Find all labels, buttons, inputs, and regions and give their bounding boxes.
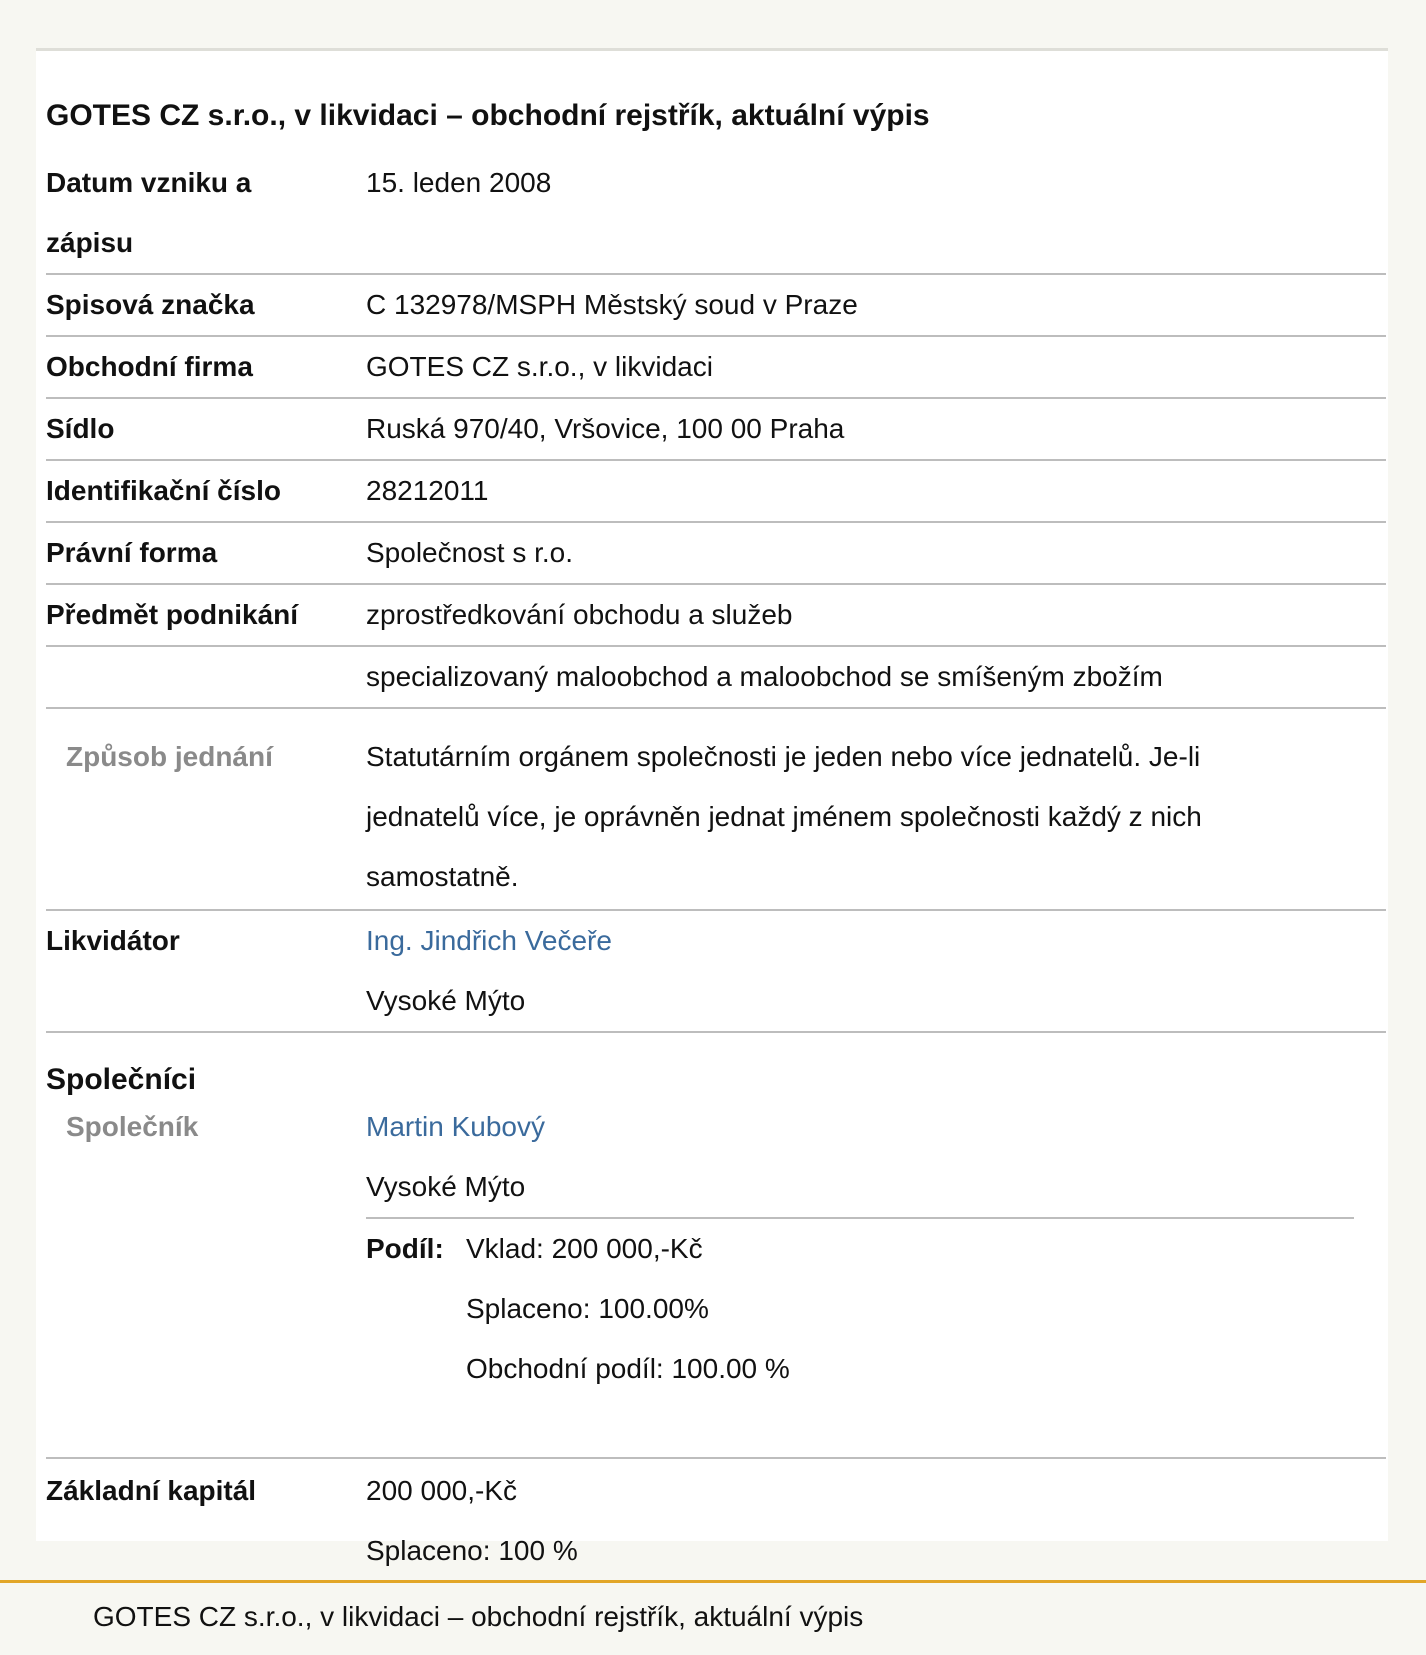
page-title: GOTES CZ s.r.o., v likvidaci – obchodní rejstřík, aktuální výpis: [46, 99, 930, 132]
podil-values: [466, 1219, 790, 1399]
row-datum-vzniku: [46, 153, 1386, 275]
footer-text: GOTES CZ s.r.o., v likvidaci – obchodní rejstřík, aktuální výpis: [93, 1601, 864, 1632]
value-zakladni-kapital: [366, 1461, 1366, 1581]
podil-label: Podíl:: [366, 1233, 444, 1264]
value-spolecnik: [366, 1097, 1366, 1217]
value-datum-vzniku: 15. leden 2008: [366, 167, 552, 198]
label-obchodni-firma: Obchodní firma: [46, 351, 253, 382]
value-predmet-podnikani-1: zprostředkování obchodu a služeb: [366, 599, 793, 630]
row-obchodni-firma: [46, 337, 1386, 399]
value-predmet-podnikani-2: specializovaný maloobchod a maloobchod se smíšeným zbožím: [366, 661, 1163, 692]
podil-line: Vklad: 200 000,-Kč: [466, 1233, 703, 1264]
value-zpusob-jednani: [366, 727, 1366, 907]
value-spisova-znacka: C 132978/MSPH Městský soud v Praze: [366, 289, 858, 320]
zpusob-line: jednatelů více, je oprávněn jednat jménem společnosti každý z nich: [366, 801, 1202, 832]
label-pravni-forma: Právní forma: [46, 537, 218, 568]
kapital-amount: 200 000,-Kč: [366, 1475, 517, 1506]
zpusob-line: samostatně.: [366, 861, 519, 892]
spolecnik-place: Vysoké Mýto: [366, 1171, 526, 1202]
label-predmet-podnikani: Předmět podnikání: [46, 599, 299, 630]
spolecnik-link[interactable]: Martin Kubový: [366, 1111, 545, 1142]
kapital-paid: Splaceno: 100 %: [366, 1535, 578, 1566]
likvidator-link[interactable]: Ing. Jindřich Večeře: [366, 925, 612, 956]
value-pravni-forma: Společnost s r.o.: [366, 537, 574, 568]
row-pravni-forma: [46, 523, 1386, 585]
label-zakladni-kapital: Základní kapitál: [46, 1475, 257, 1506]
section-spolecnici: Společníci: [46, 1063, 197, 1096]
value-likvidator: [366, 911, 1366, 1031]
podil-line: Splaceno: 100.00%: [466, 1293, 709, 1324]
label-identifikacni-cislo: Identifikační číslo: [46, 475, 281, 506]
likvidator-place: Vysoké Mýto: [366, 985, 526, 1016]
label-spisova-znacka: Spisová značka: [46, 289, 255, 320]
row-predmet-podnikani: [46, 585, 1386, 647]
podil-line: Obchodní podíl: 100.00 %: [466, 1353, 790, 1384]
zpusob-line: Statutárním orgánem společnosti je jeden nebo více jednatelů. Je-li: [366, 741, 1201, 772]
label-zpusob-jednani: Způsob jednání: [66, 741, 273, 772]
registry-card: [36, 48, 1388, 1566]
row-spisova-znacka: [46, 275, 1386, 337]
label-datum-vzniku: Datum vzniku a zápisu: [46, 167, 252, 258]
row-sidlo: [46, 399, 1386, 461]
label-sidlo: Sídlo: [46, 413, 115, 444]
value-obchodni-firma: GOTES CZ s.r.o., v likvidaci: [366, 351, 713, 382]
row-spolecnik: [46, 1097, 1386, 1459]
row-zpusob-jednani: [46, 727, 1386, 911]
label-likvidator: Likvidátor: [46, 925, 180, 956]
row-predmet-podnikani-2: [46, 647, 1386, 709]
value-sidlo: Ruská 970/40, Vršovice, 100 00 Praha: [366, 413, 845, 444]
row-zakladni-kapital: [46, 1461, 1386, 1583]
value-identifikacni-cislo: 28212011: [366, 475, 489, 506]
page-footer: [0, 1580, 1426, 1655]
row-identifikacni-cislo: [46, 461, 1386, 523]
row-likvidator: [46, 911, 1386, 1033]
label-spolecnik: Společník: [66, 1111, 199, 1142]
